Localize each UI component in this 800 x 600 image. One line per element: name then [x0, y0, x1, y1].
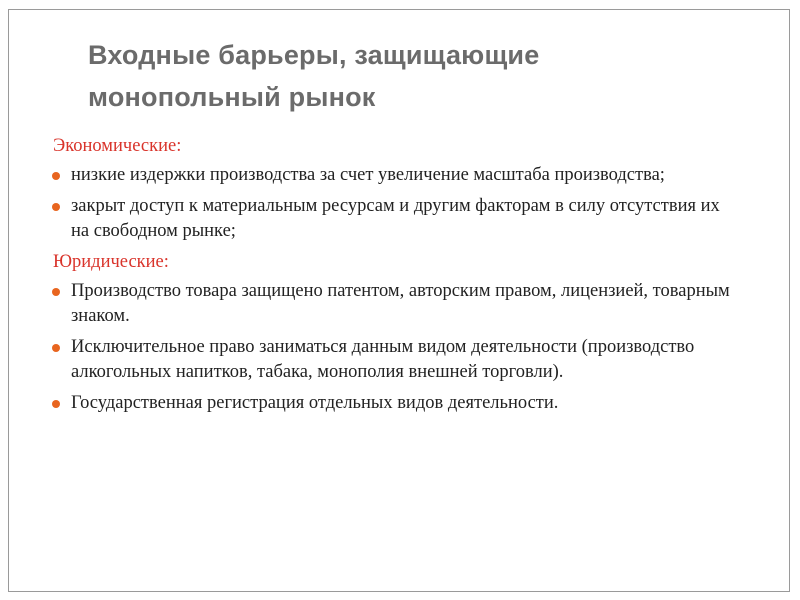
slide-title: [88, 34, 728, 118]
list-item-text: Исключительное право заниматься данным видом деятельности (производство алкогольных напитков, табака, монополия внешней торговли).: [71, 337, 695, 382]
list-item: [50, 279, 740, 329]
section-heading-economic: Экономические:: [53, 136, 182, 156]
list-item-text: низкие издержки производства за счет увеличение масштаба производства;: [71, 165, 665, 185]
list-item-text: закрыт доступ к материальным ресурсам и другим факторам в силу отсутствия их на свободном рынке;: [71, 196, 720, 241]
slide-title-line-2: монопольный рынок: [88, 82, 376, 112]
bullet-dot-icon: [52, 203, 60, 211]
section-heading-legal: Юридические:: [53, 252, 169, 272]
bullet-dot-icon: [52, 400, 60, 408]
section-legal: [50, 250, 740, 416]
slide-title-line-1: Входные барьеры, защищающие: [88, 40, 540, 70]
bullet-dot-icon: [52, 344, 60, 352]
list-item: [50, 194, 740, 244]
list-item: [50, 163, 740, 188]
bullet-dot-icon: [52, 172, 60, 180]
bullet-list-economic: [50, 163, 740, 244]
list-item-text: Производство товара защищено патентом, авторским правом, лицензией, товарным знаком.: [71, 281, 730, 326]
bullet-list-legal: [50, 279, 740, 416]
bullet-dot-icon: [52, 288, 60, 296]
list-item: [50, 335, 740, 385]
list-item-text: Государственная регистрация отдельных видов деятельности.: [71, 393, 559, 413]
list-item: [50, 391, 740, 416]
slide-content: [50, 134, 740, 422]
section-economic: [50, 134, 740, 244]
